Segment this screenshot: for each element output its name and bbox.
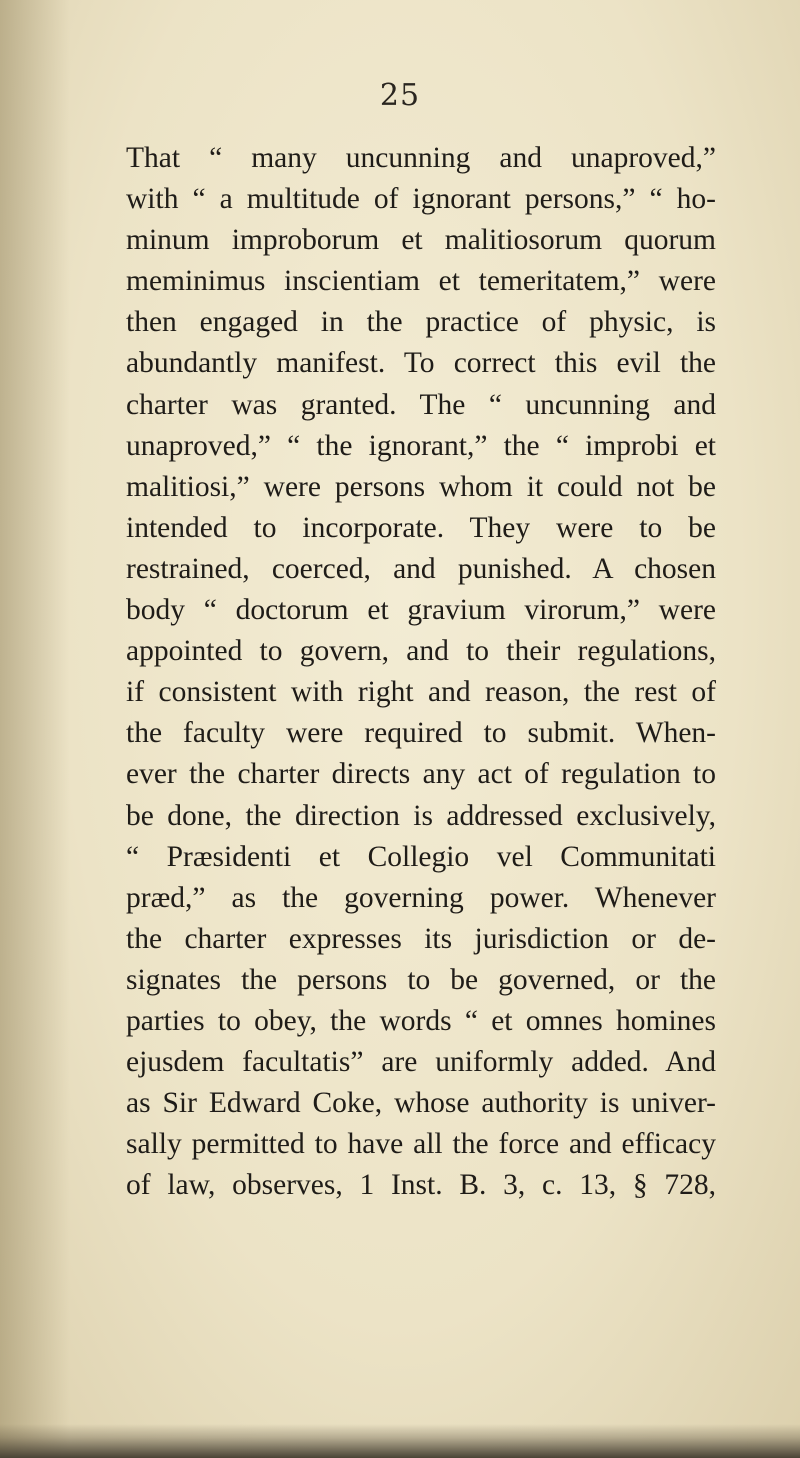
text-line: signates the persons to be governed, or the bbox=[126, 963, 716, 996]
page-number: 25 bbox=[379, 78, 421, 113]
text-line: abundantly manifest. To correct this evil the bbox=[126, 347, 716, 380]
text-line: be done, the direction is addressed exclusively, bbox=[126, 799, 716, 832]
text-line: præd,” as the governing power. Whenever bbox=[126, 881, 716, 914]
text-line: the faculty were required to submit. When- bbox=[126, 717, 716, 750]
text-line: with “ a multitude of ignorant persons,” “ ho- bbox=[126, 183, 716, 216]
text-line: unaproved,” “ the ignorant,” the “ improbi et bbox=[126, 429, 716, 462]
text-line: ever the charter directs any act of regulation to bbox=[126, 758, 716, 791]
text-line: sally permitted to have all the force and efficacy bbox=[126, 1128, 716, 1161]
text-line: appointed to govern, and to their regulations, bbox=[126, 635, 716, 668]
body-text bbox=[126, 138, 716, 1206]
text-line: meminimus inscientiam et temeritatem,” were bbox=[126, 265, 716, 298]
text-line: body “ doctorum et gravium virorum,” were bbox=[126, 594, 716, 627]
text-line: charter was granted. The “ uncunning and bbox=[126, 388, 716, 421]
text-line: “ Præsidenti et Collegio vel Communitati bbox=[126, 840, 716, 873]
text-line: of law, observes, 1 Inst. B. 3, c. 13, § 728, bbox=[126, 1169, 716, 1202]
text-line: That “ many uncunning and unaproved,” bbox=[126, 142, 716, 174]
binding-shadow bbox=[0, 0, 70, 1458]
page-bottom-edge bbox=[0, 1424, 800, 1458]
text-line: then engaged in the practice of physic, is bbox=[126, 306, 716, 339]
text-line: minum improborum et malitiosorum quorum bbox=[126, 224, 716, 257]
text-line: if consistent with right and reason, the rest of bbox=[126, 676, 716, 709]
text-line: as Sir Edward Coke, whose authority is univer- bbox=[126, 1087, 716, 1120]
text-line: ejusdem facultatis” are uniformly added. And bbox=[126, 1046, 716, 1079]
text-line: restrained, coerced, and punished. A chosen bbox=[126, 552, 716, 585]
text-line: the charter expresses its jurisdiction or de- bbox=[126, 922, 716, 955]
text-line: malitiosi,” were persons whom it could not be bbox=[126, 470, 716, 503]
text-line: parties to obey, the words “ et omnes homines bbox=[126, 1004, 716, 1037]
text-line: intended to incorporate. They were to be bbox=[126, 511, 716, 544]
